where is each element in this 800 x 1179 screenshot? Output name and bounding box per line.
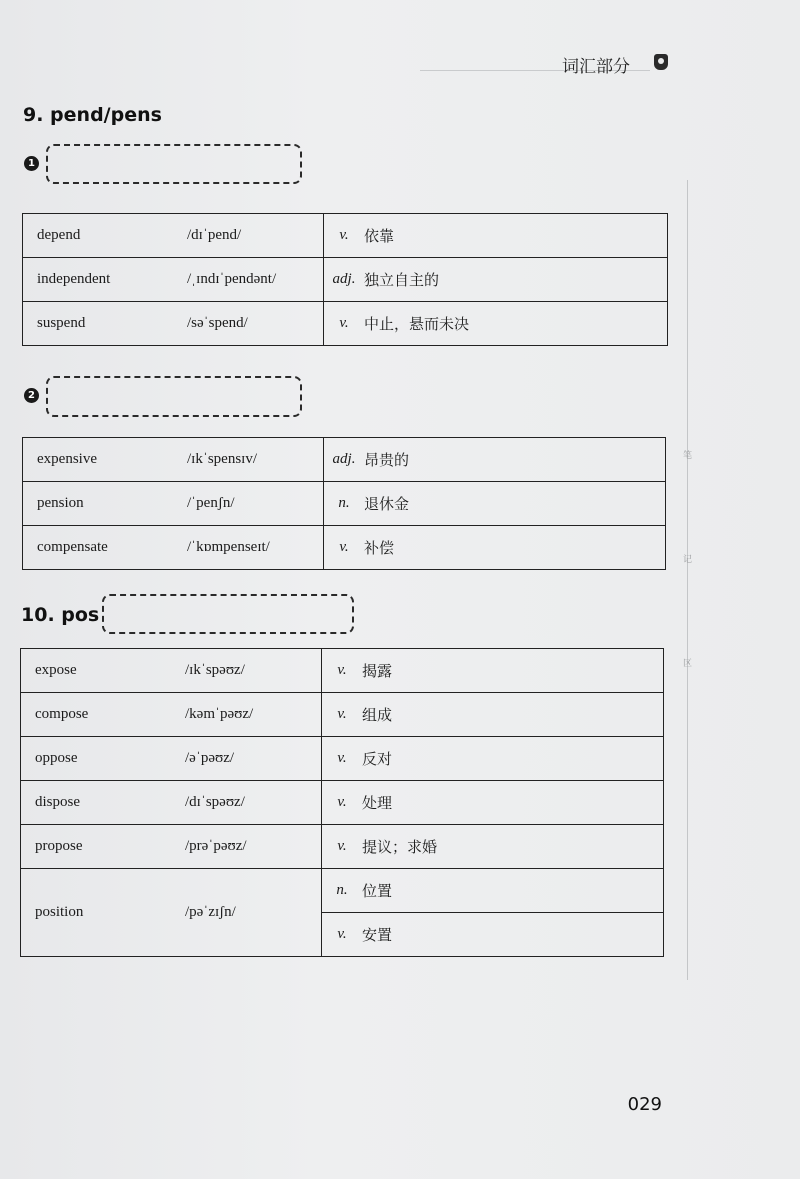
- blank-box-3: [102, 594, 354, 634]
- section-title-pend: 9. pend/pens: [23, 104, 162, 126]
- table-row: [21, 693, 664, 737]
- ipa-cell: /ɪkˈspensɪv/: [187, 438, 324, 482]
- ipa-cell: /əˈpəʊz/: [185, 737, 322, 781]
- table-row: [23, 526, 666, 570]
- word-cell: oppose: [21, 737, 186, 781]
- group-marker-1: 1: [24, 156, 39, 171]
- meaning-cell: 揭露: [362, 649, 664, 693]
- side-note-3: 区: [683, 659, 693, 669]
- meaning-cell: 中止，悬而未决: [364, 302, 668, 346]
- meaning-cell: 反对: [362, 737, 664, 781]
- side-note-1: 笔: [683, 451, 693, 461]
- meaning-cell: 独立自主的: [364, 258, 668, 302]
- section-title-pos: 10. pos: [21, 604, 100, 626]
- ipa-cell: /dɪˈpend/: [187, 214, 324, 258]
- table-row: [23, 482, 666, 526]
- meaning-cell: 依靠: [364, 214, 668, 258]
- table-row: [23, 214, 668, 258]
- table-row: [23, 258, 668, 302]
- pos-cell: v.: [322, 737, 363, 781]
- meaning-cell: 提议；求婚: [362, 825, 664, 869]
- meaning-cell: 退休金: [364, 482, 666, 526]
- table-row: [21, 825, 664, 869]
- word-cell: propose: [21, 825, 186, 869]
- pos-cell: v.: [322, 693, 363, 737]
- vocab-table-group2: [22, 437, 666, 570]
- pos-cell: v.: [324, 214, 365, 258]
- ipa-cell: /pəˈzɪʃn/: [185, 869, 322, 957]
- pos-cell: adj.: [324, 438, 365, 482]
- page-number: 029: [627, 1094, 662, 1115]
- pos-cell: v.: [324, 302, 365, 346]
- group-marker-2: 2: [24, 388, 39, 403]
- meaning-cell: 昂贵的: [364, 438, 666, 482]
- word-cell: compensate: [23, 526, 188, 570]
- ipa-cell: /səˈspend/: [187, 302, 324, 346]
- pos-cell: v.: [322, 649, 363, 693]
- pos-cell: n.: [322, 869, 363, 913]
- ipa-cell: /ˈpenʃn/: [187, 482, 324, 526]
- word-cell: expose: [21, 649, 186, 693]
- word-cell: pension: [23, 482, 188, 526]
- blank-box-1: [46, 144, 302, 184]
- word-cell: suspend: [23, 302, 188, 346]
- table-row: [21, 781, 664, 825]
- word-cell: independent: [23, 258, 188, 302]
- blank-box-2: [46, 376, 302, 417]
- word-cell: compose: [21, 693, 186, 737]
- meaning-cell: 补偿: [364, 526, 666, 570]
- pos-cell: v.: [322, 781, 363, 825]
- header-section-label: 词汇部分: [562, 57, 630, 77]
- meaning-cell: 处理: [362, 781, 664, 825]
- header-tab-icon: [654, 54, 668, 70]
- pos-cell: v.: [324, 526, 365, 570]
- meaning-cell: 安置: [362, 913, 664, 957]
- pos-cell: v.: [322, 825, 363, 869]
- margin-rule: [687, 180, 688, 980]
- ipa-cell: /ˌɪndɪˈpendənt/: [187, 258, 324, 302]
- pos-cell: n.: [324, 482, 365, 526]
- word-cell: expensive: [23, 438, 188, 482]
- table-row: [21, 737, 664, 781]
- meaning-cell: 位置: [362, 869, 664, 913]
- word-cell: depend: [23, 214, 188, 258]
- vocab-table-group1: [22, 213, 668, 346]
- word-cell: dispose: [21, 781, 186, 825]
- table-row: [23, 438, 666, 482]
- ipa-cell: /ˈkɒmpenseɪt/: [187, 526, 324, 570]
- table-row: [21, 869, 664, 913]
- ipa-cell: /ɪkˈspəʊz/: [185, 649, 322, 693]
- table-row: [23, 302, 668, 346]
- vocab-table-pos: [20, 648, 664, 957]
- pos-cell: adj.: [324, 258, 365, 302]
- ipa-cell: /kəmˈpəʊz/: [185, 693, 322, 737]
- ipa-cell: /prəˈpəʊz/: [185, 825, 322, 869]
- word-cell: position: [21, 869, 186, 957]
- pos-cell: v.: [322, 913, 363, 957]
- ipa-cell: /dɪˈspəʊz/: [185, 781, 322, 825]
- table-row: [21, 649, 664, 693]
- meaning-cell: 组成: [362, 693, 664, 737]
- side-note-2: 记: [683, 555, 693, 565]
